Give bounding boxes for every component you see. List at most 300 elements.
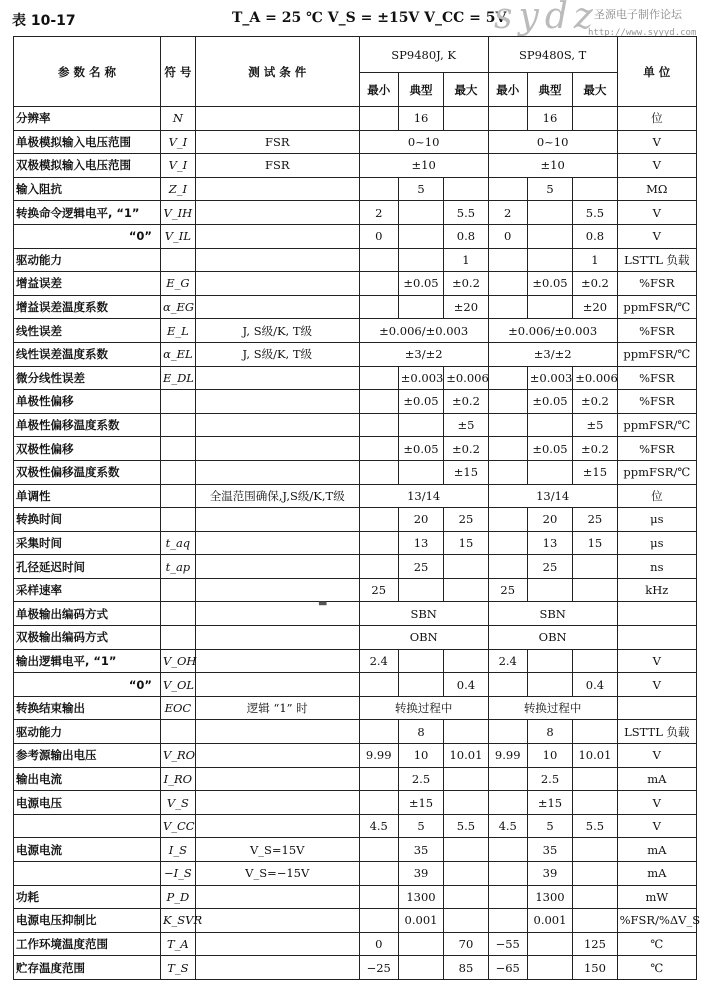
test-condition [195,956,359,980]
param-name: 电源电压 [14,791,161,815]
value-max1: 85 [444,956,488,980]
stray-mark: ▬ [318,598,328,609]
symbol: α_EL [160,342,195,366]
value-typ1: 0.001 [398,909,443,933]
value-max1: ±0.2 [444,390,488,414]
table-row [14,838,697,862]
value-max2 [573,862,617,886]
test-condition [195,437,359,461]
table-row [14,107,697,131]
unit: V [617,814,696,838]
value-min1 [359,862,398,886]
param-name: 电源电流 [14,838,161,862]
value-min1 [359,177,398,201]
unit: %FSR [617,390,696,414]
value-min2 [488,248,527,272]
table-row [14,177,697,201]
test-condition [195,932,359,956]
unit: ℃ [617,932,696,956]
value-min1 [359,531,398,555]
value-min1 [359,248,398,272]
unit: ppmFSR/℃ [617,413,696,437]
symbol: V_OL [160,673,195,697]
value-typ2 [527,201,572,225]
test-condition [195,767,359,791]
value-typ1 [398,932,443,956]
symbol: E_DL [160,366,195,390]
param-name: 功耗 [14,885,161,909]
value-max1: 0.4 [444,673,488,697]
symbol [160,460,195,484]
value-max1 [444,791,488,815]
test-condition: 逻辑 “1” 时 [195,696,359,720]
value-max1 [444,885,488,909]
watermark-url: http://www.syyyd.com [588,28,697,38]
value-min2 [488,107,527,131]
param-name: 双极模拟输入电压范围 [14,154,161,178]
unit: ppmFSR/℃ [617,342,696,366]
col-param: 参 数 名 称 [14,37,161,107]
value-typ2: 13 [527,531,572,555]
test-condition [195,272,359,296]
unit: μs [617,531,696,555]
value-typ2: ±0.05 [527,272,572,296]
value-min2 [488,460,527,484]
test-condition [195,744,359,768]
value-typ2: 25 [527,555,572,579]
value-max2: ±15 [573,460,617,484]
unit: mA [617,838,696,862]
col-symbol: 符 号 [160,37,195,107]
param-name: “0” [14,224,161,248]
value-max2: 15 [573,531,617,555]
unit: V [617,791,696,815]
symbol: EOC [160,696,195,720]
value-typ2 [527,673,572,697]
value-typ1 [398,295,443,319]
symbol: V_S [160,791,195,815]
value-max1: ±0.2 [444,437,488,461]
value-min1 [359,720,398,744]
col-typ: 典型 [398,73,443,107]
test-condition [195,366,359,390]
table-row [14,767,697,791]
value-min1 [359,437,398,461]
table-row [14,460,697,484]
value-min1: 2 [359,201,398,225]
value-min1 [359,791,398,815]
test-condition [195,508,359,532]
value-typ1 [398,248,443,272]
value-min2 [488,673,527,697]
value-max2: ±0.006 [573,366,617,390]
value-typ1: 39 [398,862,443,886]
table-row [14,602,697,626]
spec-table-body [14,107,701,980]
value-min1 [359,413,398,437]
value-typ2: 2.5 [527,767,572,791]
value-min2 [488,390,527,414]
param-name: 增益误差温度系数 [14,295,161,319]
value-max2 [573,909,617,933]
param-name: 工作环境温度范围 [14,932,161,956]
value-span-st: ±10 [488,154,617,178]
col-typ: 典型 [527,73,572,107]
table-row [14,508,697,532]
param-name: 单极模拟输入电压范围 [14,130,161,154]
test-condition: J, S级/K, T级 [195,342,359,366]
unit: V [617,154,696,178]
table-row [14,248,697,272]
symbol [160,720,195,744]
param-name: 增益误差 [14,272,161,296]
unit: MΩ [617,177,696,201]
test-condition: J, S级/K, T级 [195,319,359,343]
value-min2: 9.99 [488,744,527,768]
value-max1: 5.5 [444,201,488,225]
value-min1 [359,295,398,319]
value-max1: 1 [444,248,488,272]
table-row [14,484,697,508]
symbol: N [160,107,195,131]
test-conditions: T_A = 25 ℃ V_S = ±15V V_CC = 5V [232,10,507,26]
unit: mW [617,885,696,909]
value-min2 [488,531,527,555]
symbol: V_CC [160,814,195,838]
symbol: V_IL [160,224,195,248]
symbol: E_G [160,272,195,296]
value-typ2: 0.001 [527,909,572,933]
value-max2 [573,578,617,602]
table-row [14,626,697,650]
value-min2 [488,366,527,390]
value-typ2: 1300 [527,885,572,909]
symbol: K_SVR [160,909,195,933]
unit: 位 [617,107,696,131]
param-name: 驱动能力 [14,720,161,744]
param-name: 输出逻辑电平, “1” [14,649,161,673]
value-typ1: ±0.003 [398,366,443,390]
value-min1 [359,390,398,414]
value-min1: 2.4 [359,649,398,673]
value-min1 [359,508,398,532]
table-row [14,649,697,673]
value-typ1 [398,956,443,980]
test-condition [195,673,359,697]
value-max1 [444,838,488,862]
value-max1 [444,177,488,201]
col-condition: 测 试 条 件 [195,37,359,107]
value-max1 [444,107,488,131]
value-typ1: 25 [398,555,443,579]
unit: μs [617,508,696,532]
value-typ1 [398,649,443,673]
symbol [160,484,195,508]
value-max2 [573,838,617,862]
symbol: T_S [160,956,195,980]
unit: %FSR [617,319,696,343]
col-min: 最小 [359,73,398,107]
value-max2 [573,791,617,815]
unit: ns [617,555,696,579]
param-name: 转换时间 [14,508,161,532]
spec-table [13,36,701,980]
value-min1 [359,767,398,791]
symbol [160,626,195,650]
unit: V [617,673,696,697]
table-row [14,366,697,390]
table-row [14,578,697,602]
value-max1 [444,862,488,886]
unit: 位 [617,484,696,508]
param-name: 采样速率 [14,578,161,602]
unit: mA [617,862,696,886]
symbol: V_OH [160,649,195,673]
test-condition [195,909,359,933]
table-row [14,342,697,366]
value-span-jk: 0~10 [359,130,488,154]
value-max1: 15 [444,531,488,555]
unit: %FSR/%ΔV_S [617,909,696,933]
value-max2: 0.4 [573,673,617,697]
value-min2: 2.4 [488,649,527,673]
symbol: α_EG [160,295,195,319]
value-max1: ±15 [444,460,488,484]
value-typ1: 1300 [398,885,443,909]
value-max2: 5.5 [573,201,617,225]
unit: %FSR [617,366,696,390]
value-typ1: ±0.05 [398,437,443,461]
watermark-logo-text: sydz [494,0,599,37]
test-condition [195,626,359,650]
unit: %FSR [617,272,696,296]
table-row [14,319,697,343]
symbol [160,578,195,602]
value-min2: −65 [488,956,527,980]
value-typ2: ±0.05 [527,390,572,414]
symbol: I_S [160,838,195,862]
test-condition [195,555,359,579]
value-typ1 [398,201,443,225]
param-name: 单极性偏移温度系数 [14,413,161,437]
value-max1 [444,767,488,791]
col-group-sp9480st: SP9480S, T [488,37,617,73]
value-min2 [488,720,527,744]
test-condition: FSR [195,154,359,178]
value-max2: 0.8 [573,224,617,248]
value-min2 [488,508,527,532]
param-name: 单极性偏移 [14,390,161,414]
param-name: 线性误差 [14,319,161,343]
col-unit: 单 位 [617,37,696,107]
value-typ1: ±0.05 [398,272,443,296]
value-min1 [359,460,398,484]
value-max2: ±0.2 [573,272,617,296]
value-min1: −25 [359,956,398,980]
value-min2 [488,791,527,815]
unit: V [617,201,696,225]
value-min1: 25 [359,578,398,602]
param-name: 采集时间 [14,531,161,555]
test-condition [195,578,359,602]
param-name: 驱动能力 [14,248,161,272]
param-name: 双极性偏移温度系数 [14,460,161,484]
value-min1: 0 [359,224,398,248]
param-name: 贮存温度范围 [14,956,161,980]
symbol: V_IH [160,201,195,225]
value-min1: 0 [359,932,398,956]
value-typ2 [527,460,572,484]
param-name: 双极输出编码方式 [14,626,161,650]
value-typ2 [527,956,572,980]
value-typ1: 16 [398,107,443,131]
table-row [14,224,697,248]
symbol [160,437,195,461]
param-name: 微分线性误差 [14,366,161,390]
value-min1 [359,909,398,933]
value-typ2: ±0.003 [527,366,572,390]
value-typ2 [527,224,572,248]
value-max2 [573,720,617,744]
value-span-st: 13/14 [488,484,617,508]
value-typ1: 5 [398,814,443,838]
test-condition [195,649,359,673]
value-max2: ±20 [573,295,617,319]
value-span-st: 转换过程中 [488,696,617,720]
unit: mA [617,767,696,791]
value-min1 [359,366,398,390]
value-min1 [359,555,398,579]
test-condition [195,531,359,555]
watermark-site-name: 圣源电子制作论坛 [594,8,682,21]
value-typ1 [398,413,443,437]
value-max2: 125 [573,932,617,956]
param-name: 双极性偏移 [14,437,161,461]
value-min2: 25 [488,578,527,602]
param-name: 线性误差温度系数 [14,342,161,366]
test-condition [195,201,359,225]
col-max: 最大 [573,73,617,107]
symbol: P_D [160,885,195,909]
value-span-st: 0~10 [488,130,617,154]
value-typ2: 35 [527,838,572,862]
test-condition [195,224,359,248]
table-row [14,862,697,886]
table-row [14,555,697,579]
symbol [160,508,195,532]
param-name: 孔径延迟时间 [14,555,161,579]
value-max2: 1 [573,248,617,272]
value-typ1 [398,673,443,697]
table-row [14,437,697,461]
param-name: 输出电流 [14,767,161,791]
value-min2 [488,413,527,437]
value-typ1 [398,224,443,248]
value-min1 [359,673,398,697]
table-row [14,413,697,437]
value-max2 [573,107,617,131]
unit: LSTTL 负载 [617,248,696,272]
value-typ2: 20 [527,508,572,532]
value-max1 [444,720,488,744]
value-typ1: 20 [398,508,443,532]
table-row [14,791,697,815]
table-row [14,744,697,768]
value-min2: −55 [488,932,527,956]
value-min1 [359,272,398,296]
unit: kHz [617,578,696,602]
param-name: 参考源输出电压 [14,744,161,768]
unit [617,696,696,720]
table-row [14,885,697,909]
value-min2 [488,295,527,319]
symbol: t_aq [160,531,195,555]
test-condition [195,177,359,201]
test-condition [195,885,359,909]
value-max2: 5.5 [573,814,617,838]
value-min1 [359,885,398,909]
test-condition: V_S=15V [195,838,359,862]
value-max2 [573,555,617,579]
value-max2: ±0.2 [573,437,617,461]
value-typ2 [527,295,572,319]
value-span-jk: 13/14 [359,484,488,508]
value-min2 [488,555,527,579]
value-typ1: ±0.05 [398,390,443,414]
value-max1 [444,909,488,933]
value-typ1: ±15 [398,791,443,815]
value-max1 [444,578,488,602]
table-row [14,814,697,838]
value-typ1: 5 [398,177,443,201]
unit: %FSR [617,437,696,461]
table-row [14,673,697,697]
table-row [14,390,697,414]
symbol: I_RO [160,767,195,791]
value-max1 [444,649,488,673]
value-typ2 [527,649,572,673]
value-span-jk: ±0.006/±0.003 [359,319,488,343]
table-row [14,272,697,296]
param-name: 单极输出编码方式 [14,602,161,626]
value-max2 [573,885,617,909]
value-span-st: SBN [488,602,617,626]
symbol [160,248,195,272]
symbol: E_L [160,319,195,343]
param-name: 输入阻抗 [14,177,161,201]
symbol [160,602,195,626]
test-condition: V_S=−15V [195,862,359,886]
value-typ1 [398,460,443,484]
table-row [14,909,697,933]
value-max2: 150 [573,956,617,980]
value-typ2: ±15 [527,791,572,815]
test-condition [195,720,359,744]
value-max2: 10.01 [573,744,617,768]
test-condition [195,791,359,815]
unit: V [617,649,696,673]
value-max1: ±0.006 [444,366,488,390]
table-row [14,696,697,720]
symbol [160,413,195,437]
table-row [14,295,697,319]
test-condition: 全温范围确保,J,S级/K,T级 [195,484,359,508]
test-condition [195,460,359,484]
value-typ2: 39 [527,862,572,886]
value-min2 [488,885,527,909]
value-max2: ±5 [573,413,617,437]
value-min1: 4.5 [359,814,398,838]
